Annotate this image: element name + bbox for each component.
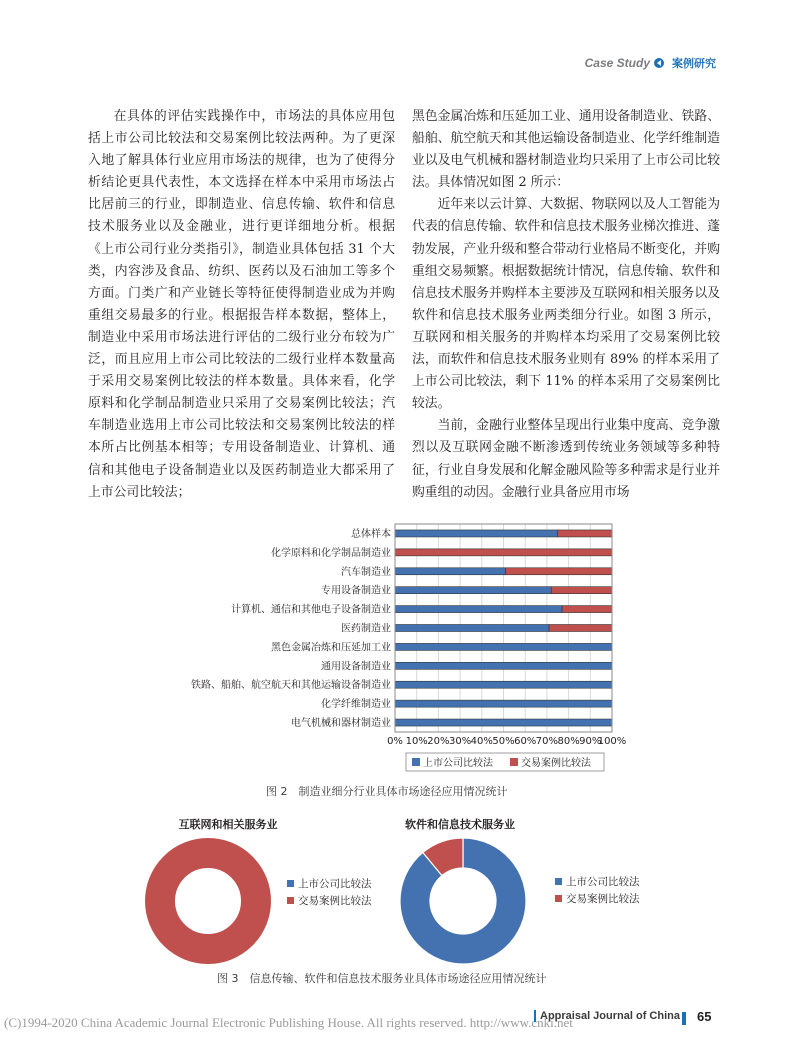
bar-segment xyxy=(395,549,612,556)
legend-swatch xyxy=(510,758,518,766)
legend-label: 上市公司比较法 xyxy=(298,878,372,890)
category-label: 化学纤维制造业 xyxy=(321,699,391,711)
page-number: 65 xyxy=(697,1009,712,1024)
body-paragraph: 近年来以云计算、大数据、物联网以及人工智能为代表的信息传输、软件和信息技术服务业梯次推进、蓬勃发展，产业升级和整合带动行业格局不断变化，并购重组交易频繁。根据数据统计情况，信息传输、软件和信息技术服务并购样本主要涉及互联网和相关服务以及软件和信息技术服务业两类细分行业。如图 3 所示，互联网和相关服务的并购样本均采用了交易案例比较法，而软件和信息技术服务业则有 89% 的样本采用了上市公司比较法，剩下 11% 的样本采用了交易案例比较法。 xyxy=(412,197,720,412)
category-label: 医药制造业 xyxy=(341,623,391,635)
pie-title: 软件和信息技术服务业 xyxy=(405,818,515,831)
x-tick-label: 0% xyxy=(387,736,403,747)
page-header xyxy=(585,53,716,73)
legend-swatch xyxy=(555,895,562,902)
journal-name: Appraisal Journal of China xyxy=(534,1010,680,1022)
x-tick-label: 100% xyxy=(597,736,627,747)
legend-label: 上市公司比较法 xyxy=(423,758,493,769)
bar-segment xyxy=(395,681,612,688)
figure2-chart xyxy=(150,520,630,780)
category-label: 通用设备制造业 xyxy=(321,661,391,673)
legend-swatch xyxy=(287,897,294,904)
legend-swatch xyxy=(287,880,294,887)
x-tick-label: 40% xyxy=(470,736,493,747)
legend-swatch xyxy=(412,758,420,766)
category-label: 铁路、船舶、航空航天和其他运输设备制造业 xyxy=(191,680,391,692)
legend-label: 交易案例比较法 xyxy=(521,758,591,769)
bar-segment xyxy=(395,606,562,613)
section-label-cn: 案例研究 xyxy=(672,57,716,70)
bar-segment xyxy=(395,700,612,707)
figure2-caption: 图 2 制造业细分行业具体市场途径应用情况统计 xyxy=(266,785,508,798)
section-arrow-icon xyxy=(654,58,664,68)
bar-segment xyxy=(551,587,612,594)
bar-segment xyxy=(549,625,612,632)
x-tick-label: 60% xyxy=(514,736,537,747)
bar-segment xyxy=(395,530,558,537)
bar-segment xyxy=(395,662,612,669)
category-label: 化学原料和化学制品制造业 xyxy=(271,547,391,559)
pie-title: 互联网和相关服务业 xyxy=(178,818,278,831)
bar-segment xyxy=(395,587,551,594)
right-column xyxy=(412,106,720,504)
body-paragraph: 黑色金属冶炼和压延加工业、通用设备制造业、铁路、船舶、航空航天和其他运输设备制造业、化学纤维制造业以及电气机械和器材制造业均只采用了上市公司比较法。具体情况如图 2 所示： xyxy=(412,109,720,191)
section-label-en: Case Study xyxy=(584,56,650,70)
x-tick-label: 70% xyxy=(535,736,559,747)
category-label: 电气机械和器材制造业 xyxy=(291,718,391,730)
pie-slice xyxy=(160,853,256,949)
x-tick-label: 30% xyxy=(448,736,472,747)
x-tick-label: 10% xyxy=(405,736,428,747)
x-tick-label: 50% xyxy=(492,736,515,747)
legend-label: 上市公司比较法 xyxy=(566,876,640,888)
x-tick-label: 80% xyxy=(557,736,580,747)
category-label: 汽车制造业 xyxy=(341,566,391,578)
figure3-caption: 图 3 信息传输、软件和信息技术服务业具体市场途径应用情况统计 xyxy=(217,972,547,985)
x-tick-label: 20% xyxy=(427,736,450,747)
category-label: 总体样本 xyxy=(351,528,391,540)
body-paragraph: 当前，金融行业整体呈现出行业集中度高、竞争激烈以及互联网金融不断渗透到传统业务领域等多种特征，行业自身发展和化解金融风险等多种需求是行业并购重组的动因。金融行业具备应用市场 xyxy=(412,418,720,500)
bar-segment xyxy=(395,719,612,726)
bar-segment xyxy=(395,643,612,650)
legend-swatch xyxy=(555,878,562,885)
legend-label: 交易案例比较法 xyxy=(566,893,640,905)
footer-divider xyxy=(682,1012,686,1025)
x-tick-label: 90% xyxy=(579,736,602,747)
category-label: 专用设备制造业 xyxy=(321,585,391,597)
bar-segment xyxy=(395,625,549,632)
bar-segment xyxy=(506,568,612,575)
bar-segment xyxy=(562,606,612,613)
body-paragraph: 在具体的评估实践操作中，市场法的具体应用包括上市公司比较法和交易案例比较法两种。为了更深入地了解具体行业应用市场法的规律，也为了使得分析结论更具代表性，本文选择在样本中采用市场法占比居前三的行业，即制造业、信息传输、软件和信息技术服务业以及金融业，进行更详细地分析。根据《上市公司行业分类指引》，制造业具体包括 31 个大类，内容涉及食品、纺织、医药以及石油加工等多个方面。门类广和产业链长等特征使得制造业成为并购重组交易最多的行业。根据报告样本数据，整体上，制造业中采用市场法进行评估的二级行业分布较为广泛，而且应用上市公司比较法的二级行业样本数量高于采用交易案例比较法的样本数量。具体来看，化学原料和化学制品制造业只采用了交易案例比较法；汽车制造业选用上市公司比较法和交易案例比较法的样本所占比例基本相等；专用设备制造业、计算机、通信和其他电子设备制造业以及医药制造业大都采用了上市公司比较法； xyxy=(88,109,395,500)
legend-label: 交易案例比较法 xyxy=(298,895,372,907)
bar-segment xyxy=(395,568,506,575)
copyright-notice: (C)1994-2020 China Academic Journal Electronic Publishing House. All rights reserved. http://www.cnki.net xyxy=(4,1015,573,1030)
figure3-charts xyxy=(120,810,680,970)
bar-segment xyxy=(558,530,612,537)
left-column xyxy=(88,106,395,504)
category-label: 计算机、通信和其他电子设备制造业 xyxy=(231,604,391,616)
category-label: 黑色金属冶炼和压延加工业 xyxy=(271,642,391,654)
